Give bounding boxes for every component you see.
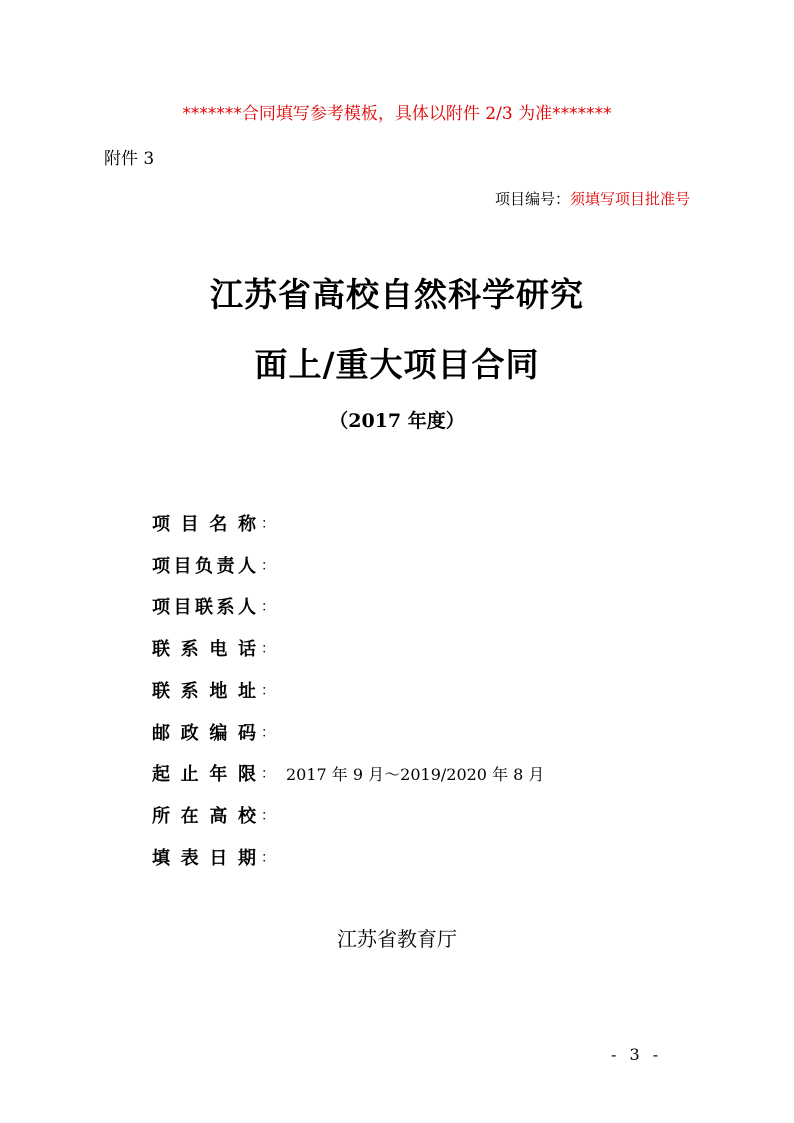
field-colon: ： (261, 599, 275, 615)
attachment-label: 附件 3 (104, 149, 155, 169)
field-project-leader (152, 550, 286, 580)
document-title-line-1: 江苏省高校自然科学研究 (210, 275, 584, 314)
field-label: 填 表 日 期 (152, 848, 256, 869)
project-number-label: 项目编号： (494, 190, 570, 208)
field-contact-phone (152, 633, 286, 663)
page-number: - 3 - (611, 1045, 663, 1064)
field-colon: ： (261, 683, 275, 699)
template-notice (0, 101, 794, 127)
notice-stars-left: ******* (182, 104, 242, 124)
field-label: 项 目 联 系 人 (152, 597, 256, 618)
field-label: 联 系 地 址 (152, 681, 256, 702)
field-label: 所 在 高 校 (152, 806, 256, 827)
project-number-value: 须填写项目批准号 (569, 190, 690, 208)
field-label: 联 系 电 话 (152, 639, 256, 660)
field-project-contact (152, 591, 286, 621)
notice-text: 合同填写参考模板，具体以附件 2/3 为准 (241, 104, 553, 124)
notice-stars-right: ******* (552, 104, 612, 124)
field-period (152, 758, 544, 788)
field-colon: ： (261, 558, 275, 574)
field-project-name (152, 508, 286, 538)
field-contact-address (152, 675, 286, 705)
field-postal-code (152, 717, 286, 747)
field-colon: ： (261, 808, 275, 824)
document-title-line-2: 面上/重大项目合同 (254, 345, 540, 384)
field-label: 项 目 负 责 人 (152, 556, 256, 577)
field-colon: ： (261, 516, 275, 532)
project-number (495, 187, 690, 211)
field-colon: ： (261, 641, 275, 657)
issuing-organization: 江苏省教育厅 (337, 927, 457, 951)
field-value[interactable]: 2017 年 9 月～2019/2020 年 8 月 (286, 764, 545, 784)
field-fill-date (152, 842, 286, 872)
document-year: （2017 年度） (329, 410, 465, 432)
field-label: 项 目 名 称 (152, 514, 256, 535)
field-colon: ： (261, 725, 275, 741)
field-colon: ： (261, 766, 275, 782)
field-label: 邮 政 编 码 (152, 723, 256, 744)
field-colon: ： (261, 850, 275, 866)
field-label: 起 止 年 限 (152, 764, 256, 785)
field-university (152, 800, 286, 830)
